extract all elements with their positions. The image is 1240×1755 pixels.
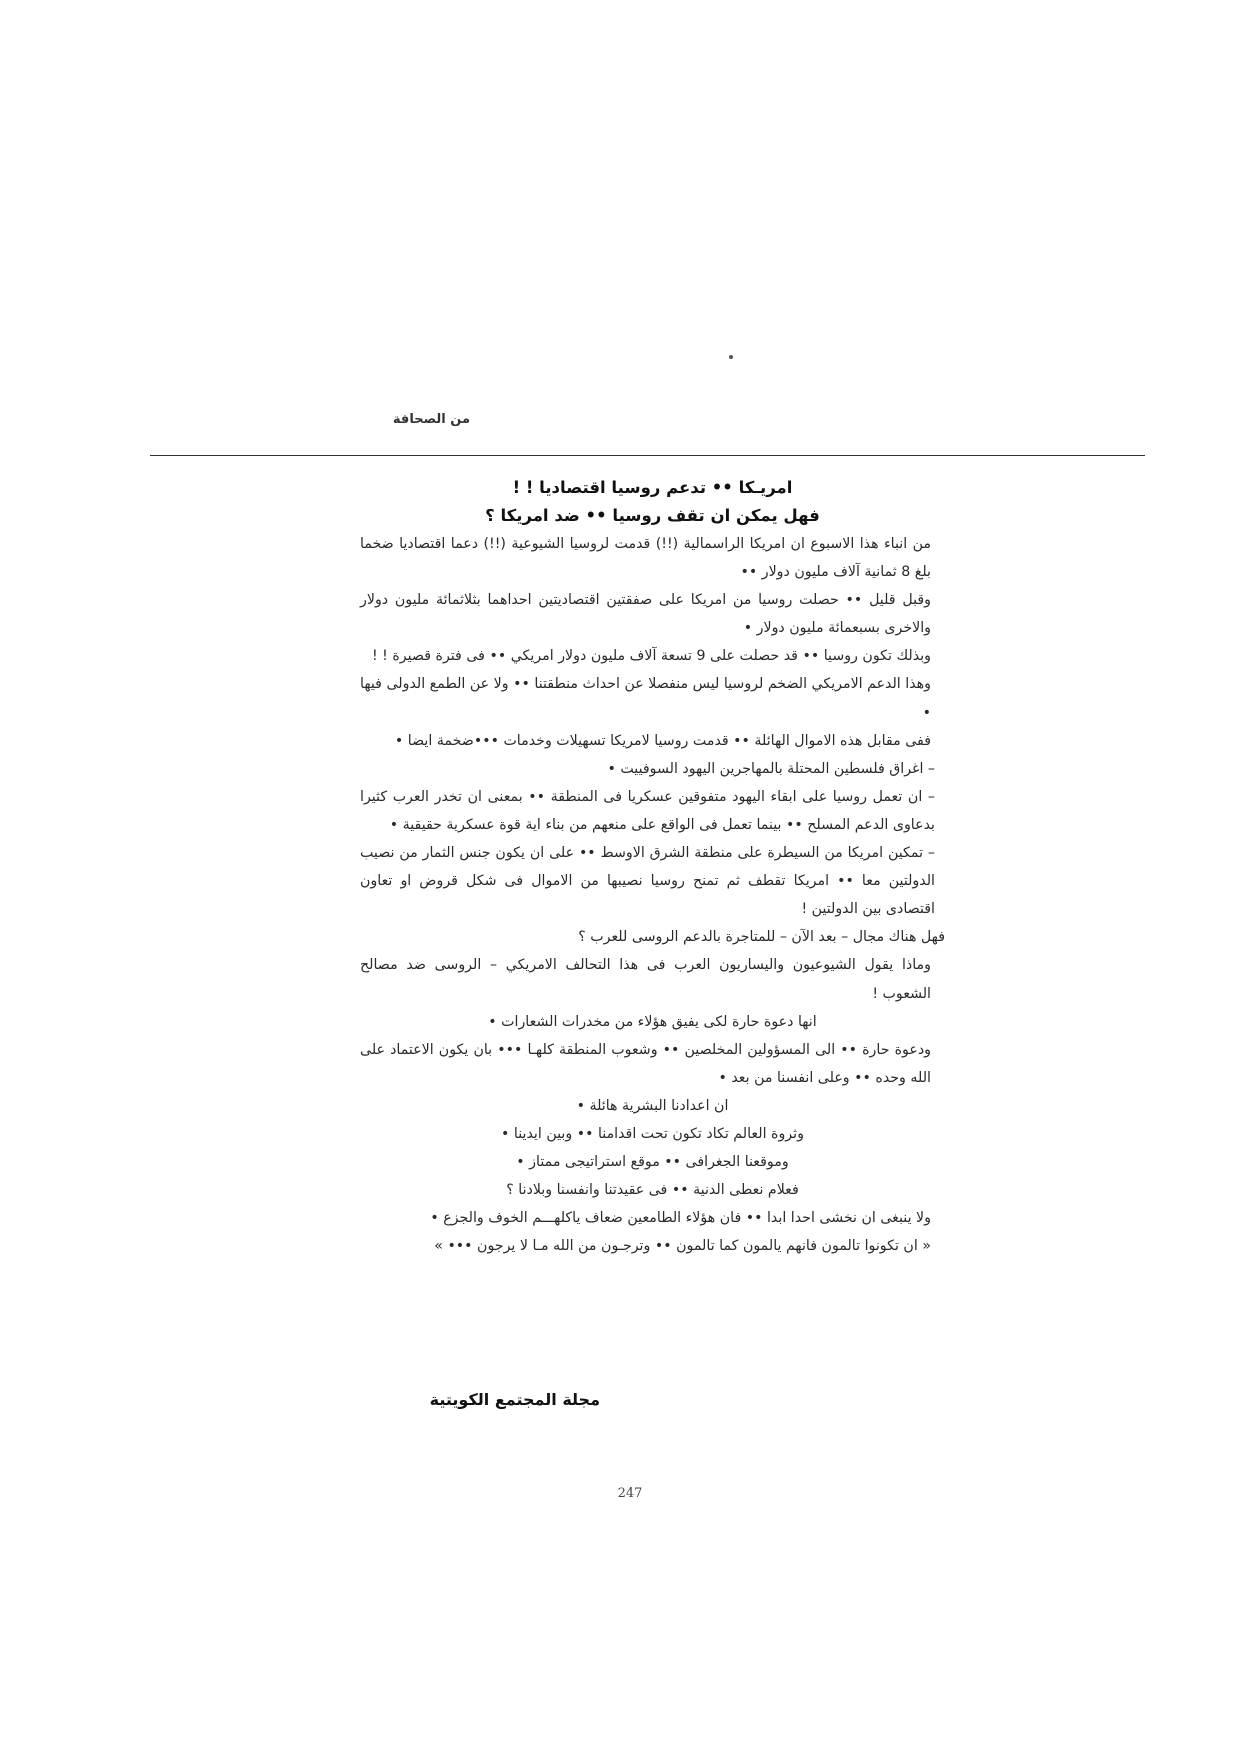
paragraph: ففى مقابل هذه الاموال الهائلة •• قدمت روسيا لامريكا تسهيلات وخدمات •••ضخمة ايضا • <box>394 732 931 749</box>
headline-line-1: امريـكا •• تدعم روسيا اقتصاديا ! ! <box>512 478 793 497</box>
paragraph: وماذا يقول الشيوعيون واليساريون العرب فى هذا التحالف الامريكي – الروسى ضد مصالح الشعوب ! <box>360 957 931 1002</box>
bullet-item: – اغراق فلسطين المحتلة بالمهاجرين اليهود السوفييت • <box>607 760 935 777</box>
paragraph: من انباء هذا الاسبوع ان امريكا الراسمالية (!!) قدمت لروسيا الشيوعية (!!) دعما اقتصاديا ضخما بلغ 8 ثمانية آلاف مليون دولار •• <box>360 536 931 581</box>
bullet-item: – تمكين امريكا من السيطرة على منطقة الشرق الاوسط •• على ان يكون جنس الثمار من نصيب الدولتين معا •• امريكا تقطف ثم تمنح روسيا نصيبها من الاموال فى شكل قروض او تعاون اقتصادى بين الدولتين ! <box>360 845 935 918</box>
article <box>360 474 945 1260</box>
quote-paragraph: « ان تكونوا تالمون فانهم يالمون كما تالمون •• وترجـون من الله مـا لا يرجون ••• » <box>434 1238 931 1255</box>
paragraph: انها دعوة حارة لكى يفيق هؤلاء من مخدرات الشعارات • <box>488 1013 817 1030</box>
paragraph: وقبل قليل •• حصلت روسيا من امريكا على صفقتين اقتصاديتين احداهما بثلاثمائة مليون دولار والاخرى بسبعمائة مليون دولار • <box>360 592 931 637</box>
paragraph: فهل هناك مجال – بعد الآن – للمتاجرة بالدعم الروسى للعرب ؟ <box>578 929 945 946</box>
paragraph: وموقعنا الجغرافى •• موقع استراتيجى ممتاز • <box>516 1154 789 1171</box>
paragraph: ان اعدادنا البشرية هائلة • <box>576 1097 729 1114</box>
header-rule <box>150 455 1145 456</box>
page-number: 247 <box>617 1486 643 1501</box>
source-attribution: مجلة المجتمع الكويتية <box>429 1390 600 1409</box>
paragraph: وبذلك تكون روسيا •• قد حصلت على 9 تسعة آلاف مليون دولار امريكي •• فى فترة قصيرة ! ! <box>371 648 931 665</box>
paragraph: فعلام نعطى الدنية •• فى عقيدتنا وانفسنا وبلادنا ؟ <box>506 1182 799 1199</box>
headline-line-2: فهل يمكن ان تقف روسيا •• ضد امريكا ؟ <box>485 506 820 525</box>
paragraph: وثروة العالم تكاد تكون تحت اقدامنا •• وبين ايدينا • <box>501 1125 804 1142</box>
paragraph: ولا ينبغى ان نخشى احدا ابدا •• فان هؤلاء الطامعين ضعاف ياكلهـــم الخوف والجزع • <box>430 1210 931 1227</box>
section-label: من الصحافة <box>392 412 470 427</box>
bullet-item: – ان تعمل روسيا على ابقاء اليهود متفوقين عسكريا فى المنطقة •• بمعنى ان تخدر العرب كثيرا بدعاوى الدعم المسلح •• بينما تعمل فى الواقع على منعهم من بناء اية قوة عسكرية حقيقية • <box>360 788 935 833</box>
paragraph: وهذا الدعم الامريكي الضخم لروسيا ليس منفصلا عن احداث منطقتنا •• ولا عن الطمع الدولى فيها • <box>360 676 931 721</box>
paragraph: ودعوة حارة •• الى المسؤولين المخلصين •• وشعوب المنطقة كلهـا ••• بان يكون الاعتماد على الله وحده •• وعلى انفسنا من بعد • <box>360 1041 931 1086</box>
scan-speck <box>729 355 733 359</box>
